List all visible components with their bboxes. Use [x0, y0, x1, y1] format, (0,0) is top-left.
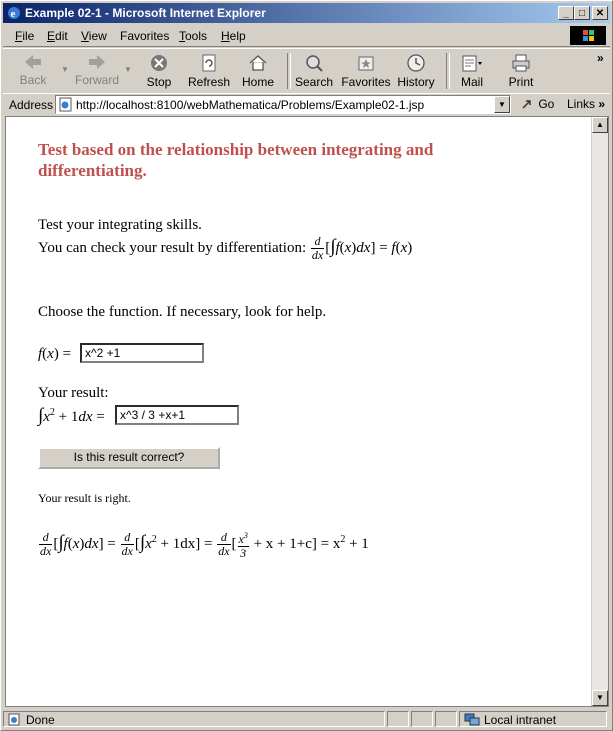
menu-favorites[interactable]: Favorites: [120, 29, 170, 43]
go-arrow-icon: [521, 98, 535, 110]
feedback-message: Your result is right.: [38, 491, 131, 505]
page-icon: [58, 97, 74, 112]
intranet-icon: [464, 713, 480, 726]
web-page: [6, 117, 590, 706]
check-formula-line: You can check your result by differentiation: $\frac{d}{dx}$ [∫f(x)dx] = f(x): [38, 234, 413, 262]
favorites-icon: [356, 53, 376, 73]
svg-text:e: e: [10, 8, 16, 20]
menu-bar: [3, 25, 610, 47]
page-done-icon: [7, 713, 21, 726]
fx-label: f(x) =: [38, 346, 72, 362]
standard-toolbar: [3, 48, 610, 94]
scroll-down-icon[interactable]: ▼: [592, 690, 608, 706]
ie-logo-icon: [6, 5, 22, 21]
vertical-scrollbar[interactable]: [591, 117, 608, 706]
page-heading: Test based on the relationship between integrating and differentiating.: [38, 140, 434, 180]
address-label: Address: [9, 98, 54, 112]
address-bar: [3, 93, 610, 115]
history-icon: [406, 53, 426, 73]
mail-icon: [460, 53, 484, 73]
links-chevron-icon: »: [598, 97, 606, 111]
check-result-button[interactable]: Is this result correct?: [38, 447, 220, 469]
intro-text: Test your integrating skills.: [38, 217, 202, 233]
menu-file[interactable]: File: [15, 29, 35, 43]
scroll-up-icon[interactable]: ▲: [592, 117, 608, 133]
address-input[interactable]: [55, 95, 511, 114]
close-button[interactable]: ✕: [592, 6, 608, 20]
function-input[interactable]: x^2 +1: [80, 343, 204, 363]
menu-edit[interactable]: Edit: [47, 29, 68, 43]
title-bar[interactable]: [3, 3, 610, 23]
windows-logo-icon: [570, 26, 606, 45]
status-panel: [411, 711, 433, 727]
menu-view[interactable]: View: [81, 29, 107, 43]
minimize-button[interactable]: _: [558, 6, 574, 20]
status-panel: [435, 711, 457, 727]
search-button[interactable]: Search: [288, 51, 340, 91]
status-panel: [387, 711, 409, 727]
refresh-icon: [199, 53, 219, 73]
home-icon: [248, 53, 268, 73]
stop-button[interactable]: Stop: [133, 51, 185, 91]
your-result-label: Your result:: [38, 385, 109, 401]
security-zone-panel: [459, 711, 607, 727]
refresh-button[interactable]: Refresh: [183, 51, 235, 91]
status-bar: [3, 709, 610, 729]
back-button[interactable]: Back: [7, 51, 59, 91]
zone-text: Local intranet: [484, 713, 557, 727]
stop-icon: [149, 53, 169, 73]
go-button[interactable]: Go: [521, 97, 554, 111]
page-viewport: [5, 116, 609, 707]
address-dropdown-icon[interactable]: ▼: [494, 96, 510, 113]
verification-formula: $\frac{d}{dx}$ [∫f(x)dx] = $\frac{d}{dx}$ $[\int x^2 + 1dx]$ = $\frac{d}{dx}$ [ $\frac{x^3}{3}$ + $x + 1+c] = x^2 + 1$: [40, 530, 369, 560]
status-text: Done: [26, 713, 55, 727]
status-main-panel: [3, 711, 385, 727]
window-title: Example 02-1 - Microsoft Internet Explorer: [25, 6, 266, 20]
result-input[interactable]: x^3 / 3 +x+1: [115, 405, 239, 425]
history-button[interactable]: History: [390, 51, 442, 91]
maximize-button[interactable]: □: [574, 6, 590, 20]
forward-dropdown-icon[interactable]: ▼: [124, 65, 132, 74]
favorites-button[interactable]: Favorites: [338, 51, 394, 91]
menu-help[interactable]: Help: [221, 29, 246, 43]
address-url: http://localhost:8100/webMathematica/Problems/Example02-1.jsp: [76, 98, 425, 112]
home-button[interactable]: Home: [232, 51, 284, 91]
search-icon: [304, 53, 324, 73]
back-arrow-icon: [23, 53, 43, 71]
back-dropdown-icon[interactable]: ▼: [61, 65, 69, 74]
forward-arrow-icon: [87, 53, 107, 71]
integral-label: $\int x^2 + 1dx$ =: [38, 405, 105, 426]
forward-button[interactable]: Forward: [71, 51, 123, 91]
derivative-identity-formula: $\frac{d}{dx}$ [∫f(x)dx] = f(x): [311, 234, 413, 262]
toolbar-chevron-icon[interactable]: »: [597, 51, 604, 65]
choose-instruction: Choose the function. If necessary, look for help.: [38, 304, 327, 320]
links-button[interactable]: Links »: [567, 97, 606, 111]
menu-tools[interactable]: Tools: [179, 29, 208, 43]
print-button[interactable]: Print: [495, 51, 547, 91]
printer-icon: [511, 53, 531, 73]
mail-button[interactable]: Mail: [446, 51, 498, 91]
